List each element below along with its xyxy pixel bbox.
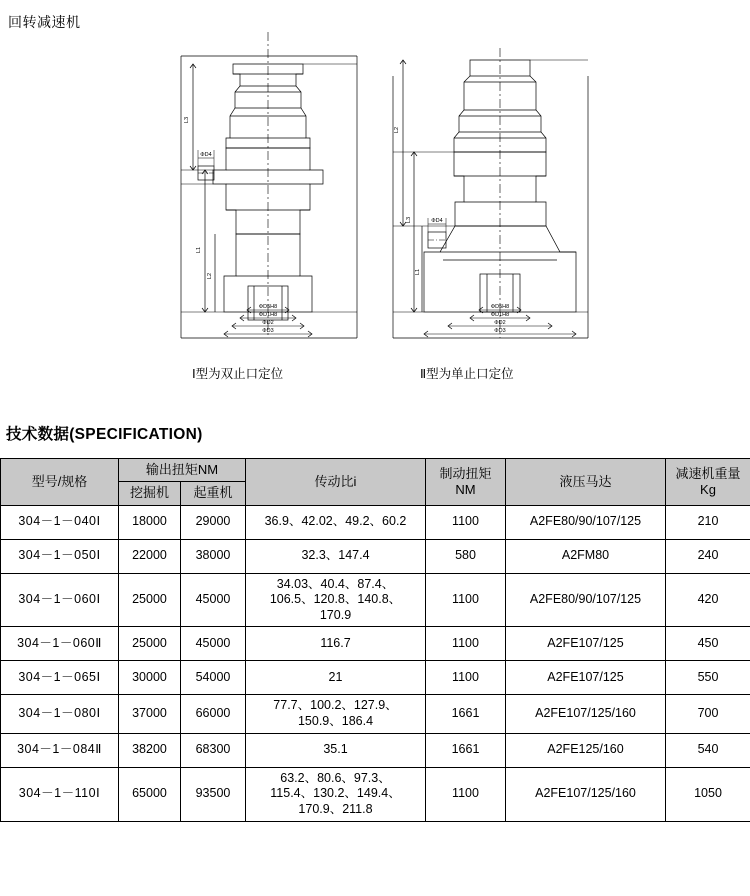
header-torque-crane: 起重机 [181,482,246,505]
header-torque-excavator: 挖掘机 [119,482,181,505]
table-row [1,695,750,733]
cell-ratio: 116.7 [246,627,426,661]
cell-weight: 210 [666,505,750,539]
cell-excavator: 30000 [119,661,181,695]
cell-excavator: 38200 [119,733,181,767]
cell-crane: 29000 [181,505,246,539]
cell-model: 304－1－050Ⅰ [1,539,119,573]
cell-excavator: 25000 [119,627,181,661]
cell-weight: 550 [666,661,750,695]
cell-model: 304－1－084Ⅱ [1,733,119,767]
cell-brake: 1100 [426,627,506,661]
caption-type-2: Ⅱ型为单止口定位 [420,367,514,381]
table-row [1,505,750,539]
label-L1: L1 [196,246,202,254]
label-D1H8-right: ΦD1H8 [490,312,510,318]
cell-motor: A2FE107/125/160 [506,695,666,733]
table-header [1,459,750,506]
table-row [1,573,750,627]
label-D3: ΦD3 [262,328,274,334]
cell-ratio: 34.03、40.4、87.4、 106.5、120.8、140.8、 170.9 [246,573,426,627]
label-D2: ΦD2 [262,320,274,326]
cell-excavator: 22000 [119,539,181,573]
caption-type-1: Ⅰ型为双止口定位 [192,367,284,381]
cell-crane: 68300 [181,733,246,767]
cell-crane: 93500 [181,767,246,821]
cell-brake: 1100 [426,767,506,821]
cell-model: 304－1－080Ⅰ [1,695,119,733]
label-D3-right: ΦD3 [494,328,506,334]
table-row [1,767,750,821]
cell-brake: 1661 [426,695,506,733]
cell-model: 304－1－040Ⅰ [1,505,119,539]
cell-excavator: 18000 [119,505,181,539]
cell-brake: 1661 [426,733,506,767]
spec-heading: 技术数据(SPECIFICATION) [6,426,203,443]
label-L2: L2 [207,272,213,280]
header-brake-torque [426,459,506,506]
label-D4-right: ΦD4 [431,218,443,224]
header-weight-line1: 减速机重量 [675,465,741,481]
table-row [1,539,750,573]
cell-crane: 54000 [181,661,246,695]
cell-weight: 700 [666,695,750,733]
table-row [1,661,750,695]
cell-weight: 1050 [666,767,750,821]
cell-crane: 38000 [181,539,246,573]
cell-crane: 45000 [181,627,246,661]
cell-motor: A2FE80/90/107/125 [506,573,666,627]
header-brake-torque-line2: NM [455,481,476,497]
cell-motor: A2FE107/125/160 [506,767,666,821]
cell-ratio: 77.7、100.2、127.9、 150.9、186.4 [246,695,426,733]
table-body [1,505,750,821]
cell-model: 304－1－060Ⅱ [1,627,119,661]
cell-ratio: 63.2、80.6、97.3、 115.4、130.2、149.4、 170.9、211.8 [246,767,426,821]
cell-crane: 45000 [181,573,246,627]
table-row [1,733,750,767]
label-D5H8: ΦD5H8 [258,304,278,310]
technical-drawing [0,20,750,381]
cell-ratio: 35.1 [246,733,426,767]
page-title: 回转减速机 [8,14,81,30]
cell-brake: 1100 [426,505,506,539]
cell-model: 304－1－060Ⅰ [1,573,119,627]
header-brake-torque-line1: 制动扭矩 [439,465,492,481]
label-D1H8: ΦD1H8 [258,312,278,318]
cell-ratio: 36.9、42.02、49.2、60.2 [246,505,426,539]
cell-motor: A2FM80 [506,539,666,573]
spec-table-wrapper [0,458,750,822]
cell-ratio: 21 [246,661,426,695]
label-L3: L3 [184,116,190,124]
cell-brake: 580 [426,539,506,573]
cell-excavator: 37000 [119,695,181,733]
cell-ratio: 32.3、147.4 [246,539,426,573]
label-L1-right: L1 [415,268,421,276]
cell-weight: 240 [666,539,750,573]
cell-crane: 66000 [181,695,246,733]
cell-brake: 1100 [426,661,506,695]
cell-excavator: 65000 [119,767,181,821]
cell-motor: A2FE80/90/107/125 [506,505,666,539]
header-model: 型号/规格 [1,459,119,506]
cell-motor: A2FE107/125 [506,627,666,661]
cell-weight: 540 [666,733,750,767]
cell-motor: A2FE107/125 [506,661,666,695]
cell-model: 304－1－065Ⅰ [1,661,119,695]
spec-table [0,458,750,822]
cell-excavator: 25000 [119,573,181,627]
drawing-svg [0,20,750,370]
label-L3-right: L3 [406,216,412,224]
label-L2-right: L2 [394,126,400,134]
cell-motor: A2FE125/160 [506,733,666,767]
header-weight [666,459,750,506]
table-row [1,627,750,661]
cell-model: 304－1－110Ⅰ [1,767,119,821]
label-D4: ΦD4 [200,152,212,158]
label-D5H8-right: ΦD5H8 [490,304,510,310]
header-ratio: 传动比i [246,459,426,506]
header-weight-line2: Kg [700,481,716,497]
cell-weight: 420 [666,573,750,627]
header-output-torque: 输出扭矩NM [119,459,246,482]
cell-weight: 450 [666,627,750,661]
label-D2-right: ΦD2 [494,320,506,326]
cell-brake: 1100 [426,573,506,627]
header-motor: 液压马达 [506,459,666,506]
